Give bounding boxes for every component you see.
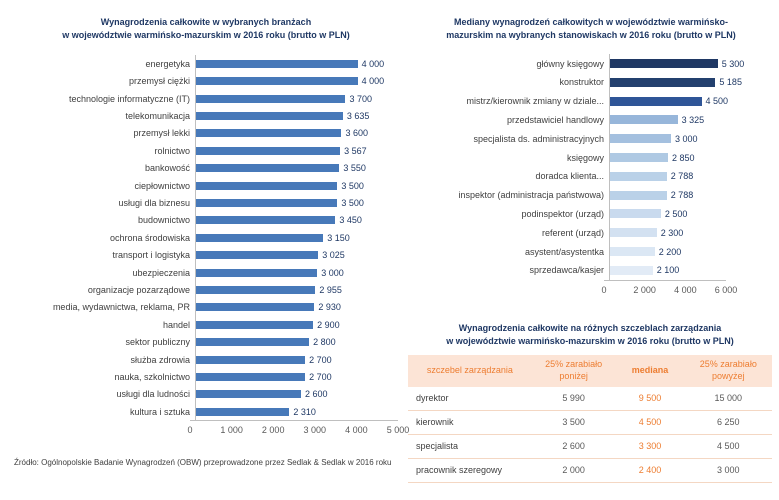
category-label: konstruktor [559, 77, 604, 88]
bar-track [195, 125, 398, 142]
value-label: 2 788 [670, 171, 694, 182]
bar-row [408, 167, 774, 186]
bar-row [408, 129, 774, 148]
x-axis [601, 282, 738, 296]
table-cell: pracownik szeregowy [408, 459, 532, 483]
value-label: 3 500 [341, 198, 364, 208]
bar [196, 95, 345, 103]
value-label: 3 500 [341, 180, 364, 191]
category-label: kultura i sztuka [129, 406, 190, 417]
category-label: inspektor (administracja państwowa) [458, 190, 604, 201]
bar [196, 216, 335, 224]
category-label: organizacje pozarządowe [87, 284, 190, 295]
bar-row [14, 351, 398, 368]
table-cell: 15 000 [685, 387, 772, 411]
bar-row [14, 403, 398, 420]
table-cell: 3 000 [685, 459, 772, 483]
category-label: służba zdrowia [130, 354, 190, 365]
table-cell: 2 000 [532, 459, 616, 483]
chart-title-line1: Wynagrodzenia całkowite w wybranych branżach [100, 17, 312, 27]
bar-row [408, 223, 774, 242]
bar-row [14, 368, 398, 385]
category-label: media, wydawnictwa, reklama, PR [52, 302, 190, 313]
bars-area [408, 54, 774, 280]
value-label: 2 800 [313, 337, 336, 348]
table-title-line1: Wynagrodzenia całkowite na różnych szczeblach zarządzania [458, 323, 722, 333]
bar-track [195, 160, 398, 177]
category-label: bankowość [144, 163, 190, 174]
bar-track [195, 55, 398, 72]
value-label: 3 150 [327, 232, 350, 243]
category-label: referent (urząd) [541, 227, 604, 238]
category-label: sprzedawca/kasjer [529, 265, 604, 276]
bar [610, 209, 661, 218]
category-label: asystent/asystentka [524, 246, 604, 257]
category-label: budownictwo [137, 215, 190, 226]
bar [610, 172, 667, 181]
category-label: mistrz/kierownik zmiany w dziale... [466, 96, 604, 107]
bar [196, 303, 314, 311]
bar-track [195, 386, 398, 403]
bar-track [195, 264, 398, 281]
bar-track [609, 167, 732, 186]
bar [196, 269, 317, 277]
category-label: specjalista ds. administracyjnych [473, 133, 604, 144]
bar [196, 164, 339, 172]
bar-row [14, 73, 398, 90]
category-label: ubezpieczenia [132, 267, 190, 278]
bar-row [14, 55, 398, 72]
bar-track [195, 212, 398, 229]
category-label: księgowy [566, 152, 604, 163]
bar [196, 338, 309, 346]
bar [610, 134, 671, 143]
table-row [408, 459, 772, 483]
bar-track [609, 205, 732, 224]
bar-row [408, 205, 774, 224]
value-label: 2 788 [670, 190, 694, 201]
table-cell: 3 300 [615, 435, 684, 459]
x-axis-line [190, 420, 398, 421]
x-axis [187, 422, 410, 436]
bar-row [14, 142, 398, 159]
value-label: 2 700 [309, 354, 332, 365]
value-label: 2 310 [293, 406, 316, 417]
bar [196, 373, 305, 381]
value-label: 3 000 [321, 267, 344, 278]
bar-track [195, 177, 398, 194]
bar-track [195, 73, 398, 90]
management-levels-table-panel [408, 322, 772, 483]
bar-row [408, 92, 774, 111]
category-label: podinspektor (urząd) [521, 208, 604, 219]
bar-row [14, 386, 398, 403]
table-cell: 2 400 [615, 459, 684, 483]
bar-track [195, 229, 398, 246]
x-tick-label: 3 000 [303, 425, 327, 436]
bar-track [609, 54, 745, 73]
category-label: główny księgowy [536, 58, 604, 69]
category-label: sektor publiczny [125, 337, 190, 348]
bar [196, 182, 337, 190]
bar-row [408, 111, 774, 130]
value-label: 3 635 [346, 111, 370, 122]
x-tick-label: 0 [601, 284, 607, 295]
bar [610, 97, 702, 106]
bar [610, 115, 678, 124]
bar [196, 286, 315, 294]
bar-track [195, 90, 398, 107]
value-label: 4 000 [361, 58, 385, 69]
bar-track [609, 148, 732, 167]
category-label: przemysł ciężki [128, 76, 190, 87]
bars-area [14, 55, 398, 420]
bar-track [195, 333, 398, 350]
value-label: 4 000 [361, 76, 385, 87]
bar-row [14, 212, 398, 229]
category-label: handel [162, 319, 190, 330]
bar [196, 321, 313, 329]
table-cell: kierownik [408, 411, 532, 435]
value-label: 5 300 [721, 58, 745, 69]
bar [196, 356, 305, 364]
bar-row [408, 54, 774, 73]
category-label: doradca klienta... [535, 171, 604, 182]
bar-track [609, 261, 732, 280]
category-label: ciepłownictwo [134, 180, 190, 191]
bar-row [408, 261, 774, 280]
bar-track [195, 142, 398, 159]
value-label: 2 200 [658, 246, 682, 257]
table-row [408, 387, 772, 411]
category-label: nauka, szkolnictwo [114, 371, 190, 382]
table-header-cell: 25% zarabiało poniżej [545, 359, 603, 381]
bar [196, 77, 358, 85]
value-label: 3 550 [343, 163, 366, 174]
category-label: transport i logistyka [112, 250, 190, 261]
value-label: 2 600 [305, 389, 328, 400]
bar [610, 266, 653, 275]
bar-track [609, 129, 732, 148]
bar-track [195, 368, 398, 385]
value-label: 3 025 [322, 250, 345, 261]
chart-title-line2: w województwie warmińsko-mazurskim w 2016 roku (brutto w PLN) [62, 29, 350, 40]
bar [196, 390, 301, 398]
x-tick-label: 0 [187, 425, 193, 436]
bar-row [408, 186, 774, 205]
value-label: 4 500 [705, 96, 729, 107]
value-label: 3 567 [344, 145, 367, 156]
bar-track [195, 194, 398, 211]
bar-row [14, 160, 398, 177]
bar-track [195, 299, 398, 316]
chart-title [408, 16, 774, 41]
table-title [408, 322, 772, 347]
bar [196, 147, 340, 155]
table-header-row [408, 355, 772, 386]
bar-track [609, 73, 742, 92]
bar-row [14, 125, 398, 142]
x-tick-label: 2 000 [633, 284, 656, 295]
x-tick-label: 4 000 [345, 425, 368, 436]
table-cell: dyrektor [408, 387, 532, 411]
bar-row [14, 264, 398, 281]
bar-track [609, 242, 732, 261]
bar [610, 59, 718, 68]
bar-row [14, 246, 398, 263]
bar [196, 234, 323, 242]
category-label: przedstawiciel handlowy [506, 114, 604, 125]
bar [196, 408, 289, 416]
bar-row [408, 148, 774, 167]
value-label: 3 000 [675, 133, 698, 144]
bar-row [14, 194, 398, 211]
category-label: ochrona środowiska [109, 232, 190, 243]
table-cell: specjalista [408, 435, 532, 459]
category-label: przemysł lekki [133, 128, 190, 139]
x-axis-line [604, 280, 726, 281]
bar-row [14, 107, 398, 124]
bar-track [609, 111, 732, 130]
bar-track [195, 403, 398, 420]
positions-median-bar-chart [408, 16, 774, 296]
bar-row [14, 90, 398, 107]
table-cell: 6 250 [685, 411, 772, 435]
table-cell: 2 600 [532, 435, 616, 459]
bar [196, 60, 358, 68]
value-label: 2 850 [671, 152, 695, 163]
bar [196, 129, 341, 137]
bar-row [14, 333, 398, 350]
x-tick-label: 1 000 [220, 425, 243, 436]
value-label: 2 700 [309, 371, 332, 382]
bar-track [609, 92, 732, 111]
table-body [408, 387, 772, 483]
chart-title-line1: Mediany wynagrodzeń całkowitych w województwie warmińsko- [453, 17, 729, 27]
value-label: 2 900 [317, 319, 340, 330]
category-label: usługi dla ludności [116, 389, 190, 400]
bar-row [14, 229, 398, 246]
value-label: 3 325 [681, 114, 705, 125]
bar [610, 247, 655, 256]
category-label: rolnictwo [154, 145, 190, 156]
bar-row [14, 316, 398, 333]
category-label: energetyka [145, 58, 190, 69]
x-tick-label: 5 000 [386, 425, 410, 436]
bar [610, 228, 657, 237]
bar-track [195, 281, 398, 298]
bar-row [14, 177, 398, 194]
bar-track [195, 246, 398, 263]
table-title-line2: w województwie warmińsko-mazurskim w 2016 roku (brutto w PLN) [446, 335, 734, 346]
bar [196, 112, 343, 120]
table-cell: 3 500 [532, 411, 616, 435]
bar-track [609, 186, 732, 205]
table-header-cell: 25% zarabiało powyżej [699, 359, 757, 381]
value-label: 2 300 [660, 227, 684, 238]
bar [610, 153, 668, 162]
bar [196, 199, 337, 207]
table-row [408, 435, 772, 459]
value-label: 3 450 [339, 215, 362, 226]
value-label: 3 700 [349, 93, 372, 104]
bar-track [195, 351, 398, 368]
x-tick-label: 6 000 [714, 284, 738, 295]
table-cell: 5 990 [532, 387, 616, 411]
bar-track [195, 107, 398, 124]
chart-title [14, 16, 398, 41]
value-label: 5 185 [719, 77, 742, 88]
bar-track [609, 223, 732, 242]
bar-row [14, 281, 398, 298]
value-label: 2 500 [664, 208, 688, 219]
category-label: telekomunikacja [125, 111, 190, 122]
salary-table [408, 355, 772, 482]
category-label: technologie informatyczne (IT) [68, 93, 190, 104]
industries-bar-chart [14, 16, 410, 436]
x-tick-label: 4 000 [674, 284, 697, 295]
value-label: 3 600 [345, 128, 368, 139]
table-cell: 4 500 [685, 435, 772, 459]
value-label: 2 100 [656, 265, 680, 276]
bar-row [408, 73, 774, 92]
bar [196, 251, 318, 259]
bar-row [14, 299, 398, 316]
table-cell: 4 500 [615, 411, 684, 435]
table-header-cell: szczebel zarządzania [426, 365, 513, 376]
category-label: usługi dla biznesu [118, 198, 190, 208]
bar [610, 78, 715, 87]
bar-track [195, 316, 398, 333]
value-label: 2 930 [318, 302, 341, 313]
bar-row [408, 242, 774, 261]
source-note: Źródło: Ogólnopolskie Badanie Wynagrodzeń (OBW) przeprowadzone przez Sedlak & Sedlak w 2016 roku [14, 458, 392, 467]
table-cell: 9 500 [615, 387, 684, 411]
bar [610, 191, 667, 200]
x-tick-label: 2 000 [261, 425, 285, 436]
table-header-cell: mediana [631, 365, 669, 376]
value-label: 2 955 [319, 284, 342, 295]
chart-title-line2: mazurskim na wybranych stanowiskach w 2016 roku (brutto w PLN) [446, 29, 736, 40]
table-row [408, 411, 772, 435]
